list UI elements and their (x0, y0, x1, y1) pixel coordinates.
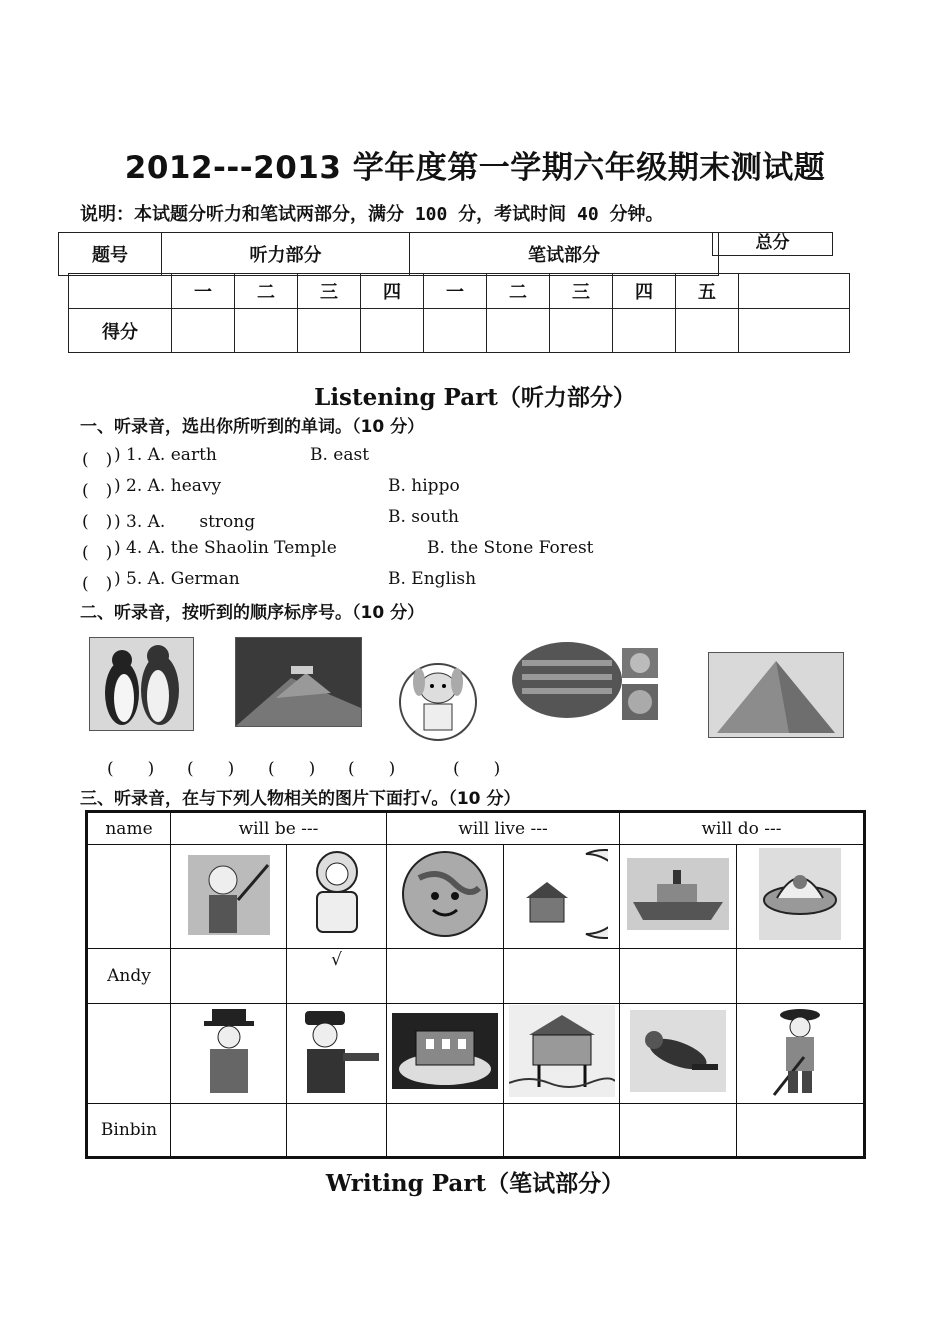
score-label: 得分 (69, 309, 172, 353)
score-cell[interactable] (487, 309, 550, 353)
q2-option-a: ) 2. A. heavy (114, 476, 222, 496)
answer-cell[interactable] (287, 1104, 387, 1158)
earth-globe-picture (387, 845, 504, 949)
answer-cell-checked[interactable]: √ (287, 949, 387, 1004)
answer-cell[interactable] (387, 949, 504, 1004)
section3-heading: 三、听录音，在与下列人物相关的图片下面打√。（10 分） (80, 789, 521, 809)
detective-picture (171, 1004, 287, 1104)
col-writing-3: 三 (550, 274, 613, 309)
stilt-house-picture (504, 1004, 620, 1104)
question-number-label: 题号 (59, 233, 162, 276)
col-writing-2: 二 (487, 274, 550, 309)
col-listening-1: 一 (172, 274, 235, 309)
policeman-picture (287, 1004, 387, 1104)
score-cell[interactable] (613, 309, 676, 353)
score-cell[interactable] (235, 309, 298, 353)
penguins-picture (89, 637, 194, 731)
exam-title: 2012---2013 学年度第一学期六年级期末测试题 (124, 150, 826, 186)
total-score-label: 总分 (712, 232, 833, 256)
score-table-header (58, 232, 719, 276)
q3-option-b: B. south (388, 507, 459, 527)
picture3-order-blank[interactable]: ( ) (268, 759, 316, 779)
pyramid-picture (708, 652, 844, 738)
answer-cell[interactable] (171, 949, 287, 1004)
q4-paren[interactable]: ( ) (82, 543, 113, 563)
score-cell[interactable] (298, 309, 361, 353)
name-column-header: name (87, 812, 171, 845)
q1-option-a: ) 1. A. earth (114, 445, 217, 465)
listening-part-label: 听力部分 (162, 233, 410, 276)
answer-cell[interactable] (620, 949, 737, 1004)
andy-name: Andy (87, 949, 171, 1004)
col-writing-1: 一 (424, 274, 487, 309)
writing-part-heading: Writing Part（笔试部分） (325, 1170, 625, 1197)
ship-picture (620, 845, 737, 949)
q4-option-b: B. the Stone Forest (427, 538, 594, 558)
answer-cell[interactable] (737, 949, 865, 1004)
answer-cell[interactable] (620, 1104, 737, 1158)
col-listening-2: 二 (235, 274, 298, 309)
exam-instructions: 说明：本试题分听力和笔试两部分，满分 100 分，考试时间 40 分钟。 (80, 204, 664, 225)
q3-option-a: ) 3. A. strong (114, 512, 256, 532)
col-writing-5: 五 (676, 274, 739, 309)
astronaut-picture (287, 845, 387, 949)
answer-cell[interactable] (171, 1104, 287, 1158)
section2-heading: 二、听录音，按听到的顺序标序号。（10 分） (80, 603, 425, 623)
answer-cell[interactable] (504, 1104, 620, 1158)
col-writing-4: 四 (613, 274, 676, 309)
score-cell[interactable] (424, 309, 487, 353)
teacher-picture (171, 845, 287, 949)
q5-option-a: ) 5. A. German (114, 569, 240, 589)
listening-part-heading: Listening Part（听力部分） (314, 384, 636, 411)
col-listening-3: 三 (298, 274, 361, 309)
q3-paren[interactable]: ( ) (82, 512, 113, 532)
will-live-column-header: will live --- (387, 812, 620, 845)
q1-paren[interactable]: ( ) (82, 450, 113, 470)
moon-house-picture (504, 845, 620, 949)
section1-heading: 一、听录音，选出你所听到的单词。（10 分） (80, 417, 425, 437)
section3-table (85, 810, 866, 1159)
diver-picture (620, 1004, 737, 1104)
picture2-order-blank[interactable]: ( ) (187, 759, 235, 779)
writing-part-label: 笔试部分 (410, 233, 719, 276)
will-be-column-header: will be --- (171, 812, 387, 845)
farmer-picture (737, 1004, 865, 1104)
binbin-name: Binbin (87, 1104, 171, 1158)
score-cell[interactable] (172, 309, 235, 353)
score-cell[interactable] (550, 309, 613, 353)
total-score-cell[interactable] (739, 309, 850, 353)
picture1-order-blank[interactable]: ( ) (107, 759, 155, 779)
answer-cell[interactable] (387, 1104, 504, 1158)
houses-food-picture (512, 640, 660, 722)
q4-option-a: ) 4. A. the Shaolin Temple (114, 538, 337, 558)
q2-paren[interactable]: ( ) (82, 481, 113, 501)
picture4-order-blank[interactable]: ( ) (348, 759, 396, 779)
will-do-column-header: will do --- (620, 812, 865, 845)
q5-paren[interactable]: ( ) (82, 574, 113, 594)
ufo-picture (737, 845, 865, 949)
q2-option-b: B. hippo (388, 476, 460, 496)
score-cell[interactable] (361, 309, 424, 353)
q5-option-b: B. English (388, 569, 477, 589)
answer-cell[interactable] (737, 1104, 865, 1158)
score-table (68, 273, 850, 353)
col-listening-4: 四 (361, 274, 424, 309)
answer-cell[interactable] (504, 949, 620, 1004)
q1-option-b: B. east (310, 445, 370, 465)
mountain-picture (235, 637, 362, 727)
picture5-order-blank[interactable]: ( ) (453, 759, 501, 779)
cartoon-dog-picture (397, 640, 479, 742)
score-cell[interactable] (676, 309, 739, 353)
cloud-house-picture (387, 1004, 504, 1104)
